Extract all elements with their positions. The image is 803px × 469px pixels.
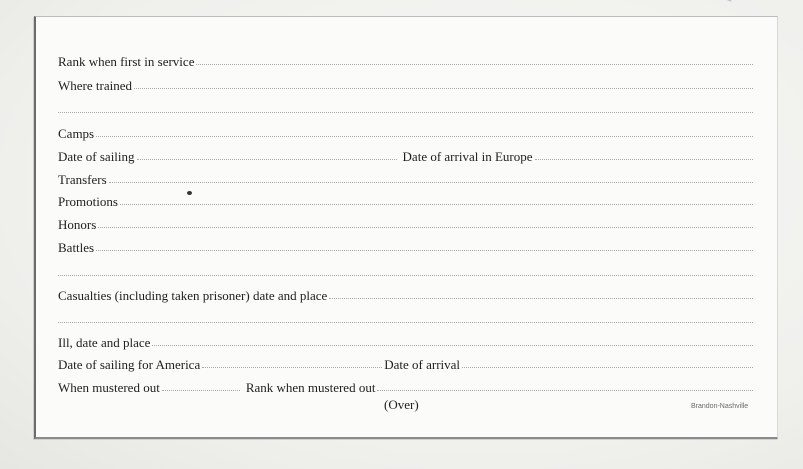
transfers-label: Transfers xyxy=(58,172,107,187)
mustered-out-line xyxy=(162,389,240,391)
where-trained-label: Where trained xyxy=(58,78,132,93)
mustered-out-label: When mustered out xyxy=(58,380,160,395)
date-sailing-row xyxy=(58,147,753,163)
date-arrival-europe-line xyxy=(535,158,754,160)
camps-row xyxy=(58,124,753,140)
date-of-arrival-line xyxy=(462,366,753,368)
where-trained-row xyxy=(58,76,753,92)
where-trained-line xyxy=(134,87,753,89)
blank-row-2 xyxy=(58,263,753,279)
scan-scratch xyxy=(701,0,732,2)
battles-label: Battles xyxy=(58,240,95,255)
promotions-line xyxy=(120,203,753,205)
ill-row xyxy=(58,333,753,349)
honors-label: Honors xyxy=(58,217,97,232)
over-note: (Over) xyxy=(384,397,419,412)
honors-row xyxy=(58,215,753,231)
battles-row xyxy=(58,238,753,254)
ill-label: Ill, date and place xyxy=(58,335,151,350)
ink-speck xyxy=(187,191,192,195)
camps-line xyxy=(96,135,753,137)
casualties-row xyxy=(58,286,753,302)
transfers-row xyxy=(58,170,753,186)
blank-line-3 xyxy=(58,321,753,323)
rank-first-line xyxy=(196,63,753,65)
ill-line xyxy=(152,344,753,346)
blank-line-2 xyxy=(58,274,753,276)
transfers-line xyxy=(109,181,753,183)
date-sailing-line xyxy=(137,158,397,160)
casualties-label: Casualties (including taken prisoner) date and place xyxy=(58,288,328,303)
rank-mustered-out-line xyxy=(377,389,753,391)
battles-line xyxy=(96,249,753,251)
casualties-line xyxy=(329,297,753,299)
mustered-out-row xyxy=(58,378,753,394)
date-sailing-america-row xyxy=(58,355,753,371)
rank-mustered-out-label: Rank when mustered out xyxy=(245,380,376,395)
honors-line xyxy=(98,226,753,228)
blank-row-3 xyxy=(58,310,753,326)
date-arrival-europe-label: Date of arrival in Europe xyxy=(402,149,533,164)
blank-line-1 xyxy=(58,111,753,113)
promotions-label: Promotions xyxy=(58,194,118,209)
camps-label: Camps xyxy=(58,126,95,141)
date-sailing-label: Date of sailing xyxy=(58,149,135,164)
date-sailing-america-line xyxy=(202,366,382,368)
rank-first-label: Rank when first in service xyxy=(58,54,195,69)
date-sailing-america-label: Date of sailing for America xyxy=(58,357,201,372)
blank-row-1 xyxy=(58,100,753,116)
date-of-arrival-label: Date of arrival xyxy=(384,357,461,372)
printer-imprint: Brandon-Nashville xyxy=(691,403,749,410)
rank-first-row xyxy=(58,52,753,68)
promotions-row xyxy=(58,192,753,208)
